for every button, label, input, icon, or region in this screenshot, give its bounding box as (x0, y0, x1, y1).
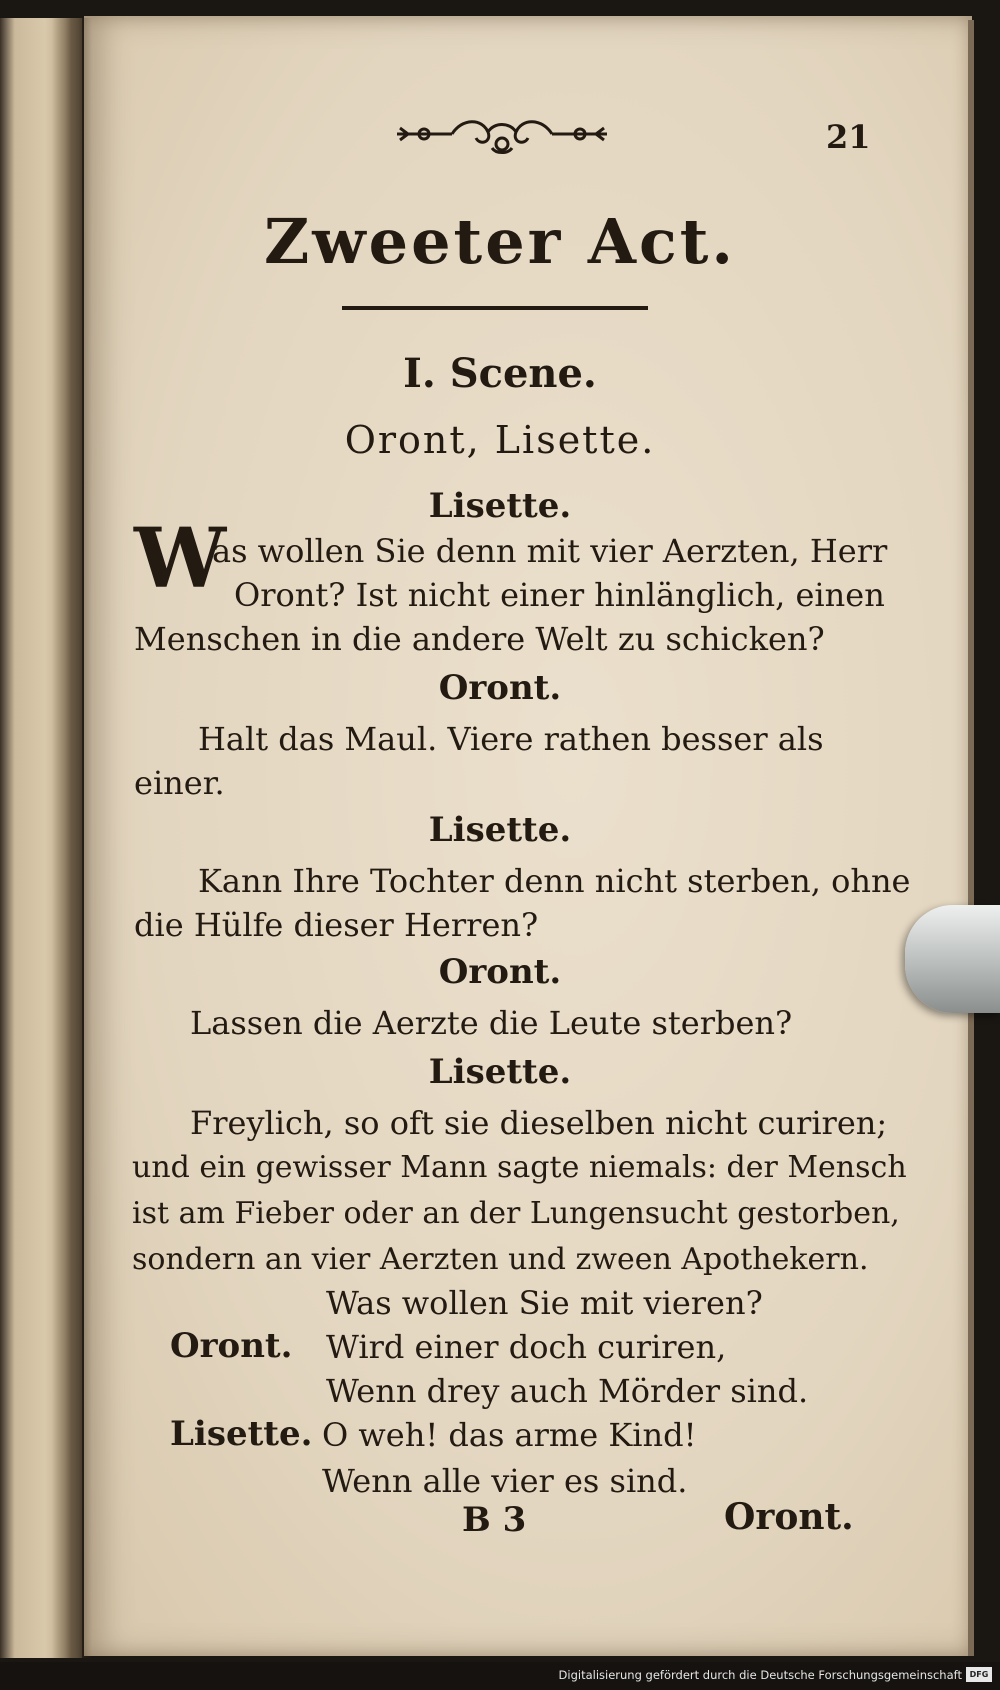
dialogue-line: einer. (134, 764, 225, 802)
title-rule (342, 306, 648, 310)
dialogue-line: Menschen in die andere Welt zu schicken? (134, 620, 825, 658)
dialogue-line: ist am Fieber oder an der Lungensucht gestorben, (132, 1196, 900, 1231)
character-list: Oront, Lisette. (344, 418, 656, 462)
dialogue-line: Oront? Ist nicht einer hinlänglich, einen (234, 576, 885, 614)
dialogue-line: sondern an vier Aerzten und zween Apothekern. (132, 1242, 869, 1277)
dialogue-line: die Hülfe dieser Herren? (134, 906, 539, 944)
speaker-name: Lisette. (428, 810, 572, 850)
speaker-name: Lisette. (428, 1052, 572, 1092)
verse-line: Was wollen Sie mit vieren? (326, 1284, 763, 1322)
dialogue-line: Freylich, so oft sie dieselben nicht curiren; (190, 1104, 888, 1142)
scene-title: I. Scene. (403, 350, 597, 397)
speaker-name: Oront. (438, 952, 562, 992)
verse-line: Wenn alle vier es sind. (322, 1462, 688, 1500)
dialogue-line: und ein gewisser Mann sagte niemals: der Mensch (132, 1150, 907, 1185)
verse-line: Wird einer doch curiren, (326, 1328, 727, 1366)
dfg-logo-icon: DFG (966, 1667, 992, 1682)
footer-credit: Digitalisierung gefördert durch die Deutsche Forschungsgemeinschaft (558, 1668, 962, 1682)
verse-line: Wenn drey auch Mörder sind. (326, 1372, 809, 1410)
dialogue-line: Halt das Maul. Viere rathen besser als (198, 720, 824, 758)
speaker-name: Oront. (438, 668, 562, 708)
signature-mark: B 3 (462, 1500, 527, 1540)
drop-cap: W (134, 511, 227, 607)
dialogue-line: Kann Ihre Tochter denn nicht sterben, ohne (198, 862, 911, 900)
verse-line: O weh! das arme Kind! (322, 1416, 697, 1454)
verse-speaker: Lisette. (170, 1414, 313, 1454)
act-title: Zweeter Act. (264, 205, 736, 278)
page-number: 21 (826, 118, 871, 156)
speaker-name: Lisette. (428, 486, 572, 526)
ornament-icon (392, 112, 612, 156)
verse-speaker: Oront. (170, 1326, 293, 1366)
dialogue-line: as wollen Sie denn mit vier Aerzten, Herr (212, 532, 888, 570)
bookmark-ribbon (905, 905, 1000, 1013)
dialogue-line: Lassen die Aerzte die Leute sterben? (190, 1004, 793, 1042)
catchword: Oront. (724, 1496, 854, 1538)
